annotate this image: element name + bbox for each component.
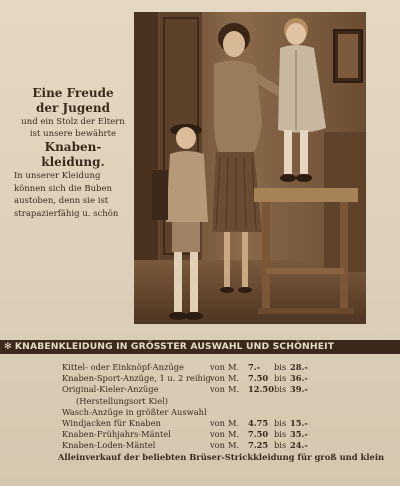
intro-headline-1: Eine Freude	[32, 86, 114, 100]
intro-text-block	[14, 86, 132, 220]
von-label: von	[210, 362, 226, 372]
bis-label: bis	[274, 429, 287, 440]
intro-headline-2: der Jugend	[35, 101, 111, 115]
price-row	[62, 384, 372, 395]
banner-text: KNABENKLEIDUNG IN GRÖSSTER AUSWAHL UND SCHÖNHEIT	[14, 341, 335, 352]
intro-line-7: In unserer Kleidung	[14, 171, 101, 181]
currency-label: M.	[228, 429, 240, 440]
bis-label: bis	[274, 362, 287, 372]
intro-line-9: austoben, denn sie ist	[14, 196, 109, 206]
von-label: von	[210, 384, 226, 395]
bis-label: bis	[274, 417, 287, 428]
price-from: 12.50	[248, 384, 274, 395]
intro-line-8: können sich die Buben	[14, 183, 112, 194]
von-label: von	[210, 429, 226, 440]
sepia-photograph	[134, 12, 366, 324]
price-from: 7.25	[248, 440, 269, 451]
intro-line-10: strapazierfähig u. schön	[14, 208, 119, 219]
price-to: 15.-	[290, 417, 308, 428]
currency-label: M.	[228, 373, 240, 384]
currency-label: M.	[228, 417, 240, 428]
price-from: 7.50	[248, 429, 269, 440]
currency-label: M.	[228, 440, 240, 451]
price-to: 36.-	[290, 373, 308, 384]
item-name: Windjacken für Knaben	[62, 417, 161, 428]
bis-label: bis	[274, 440, 287, 451]
price-list	[62, 362, 372, 452]
price-row-note	[62, 396, 372, 407]
von-label: von	[210, 417, 226, 428]
bis-label: bis	[274, 373, 287, 384]
item-note: (Herstellungsort Kiel)	[76, 395, 168, 406]
bis-label: bis	[274, 384, 287, 395]
price-row	[62, 429, 372, 440]
item-name: Original-Kieler-Anzüge	[62, 384, 159, 395]
price-to: 39.-	[290, 384, 308, 395]
price-row	[62, 440, 372, 451]
price-to: 35.-	[290, 429, 308, 440]
intro-headline-5: Knaben-	[44, 140, 102, 154]
price-row	[62, 362, 372, 373]
intro-headline-6: kleidung.	[41, 155, 105, 169]
item-name: Wasch-Anzüge in größter Auswahl	[62, 406, 207, 417]
section-banner	[0, 340, 400, 354]
footer-note: Alleinverkauf der beliebten Brüser-Strickkleidung für groß und klein	[57, 452, 385, 462]
price-row	[62, 373, 372, 384]
price-from: 4.75	[248, 417, 269, 428]
von-label: von	[210, 440, 226, 451]
currency-label: M.	[228, 384, 240, 395]
price-from: 7.-	[248, 362, 261, 372]
intro-line-3: und ein Stolz der Eltern	[21, 117, 125, 127]
price-row	[62, 407, 372, 418]
intro-line-4: ist unsere bewährte	[29, 129, 117, 139]
price-to: 24.-	[290, 440, 308, 451]
currency-label: M.	[228, 362, 240, 372]
item-name: Knaben-Sport-Anzüge, 1 u. 2 reihig	[62, 373, 211, 384]
photo-illustration	[134, 12, 366, 324]
price-to: 28.-	[290, 362, 308, 372]
item-name: Knaben-Loden-Mäntel	[62, 440, 156, 451]
price-from: 7.50	[248, 373, 269, 384]
price-row	[62, 418, 372, 429]
star-ornament-icon: ✻	[4, 341, 12, 352]
von-label: von	[210, 373, 226, 384]
item-name: Kittel- oder Einknöpf-Anzüge	[62, 362, 184, 372]
item-name: Knaben-Frühjahrs-Mäntel	[62, 429, 171, 440]
